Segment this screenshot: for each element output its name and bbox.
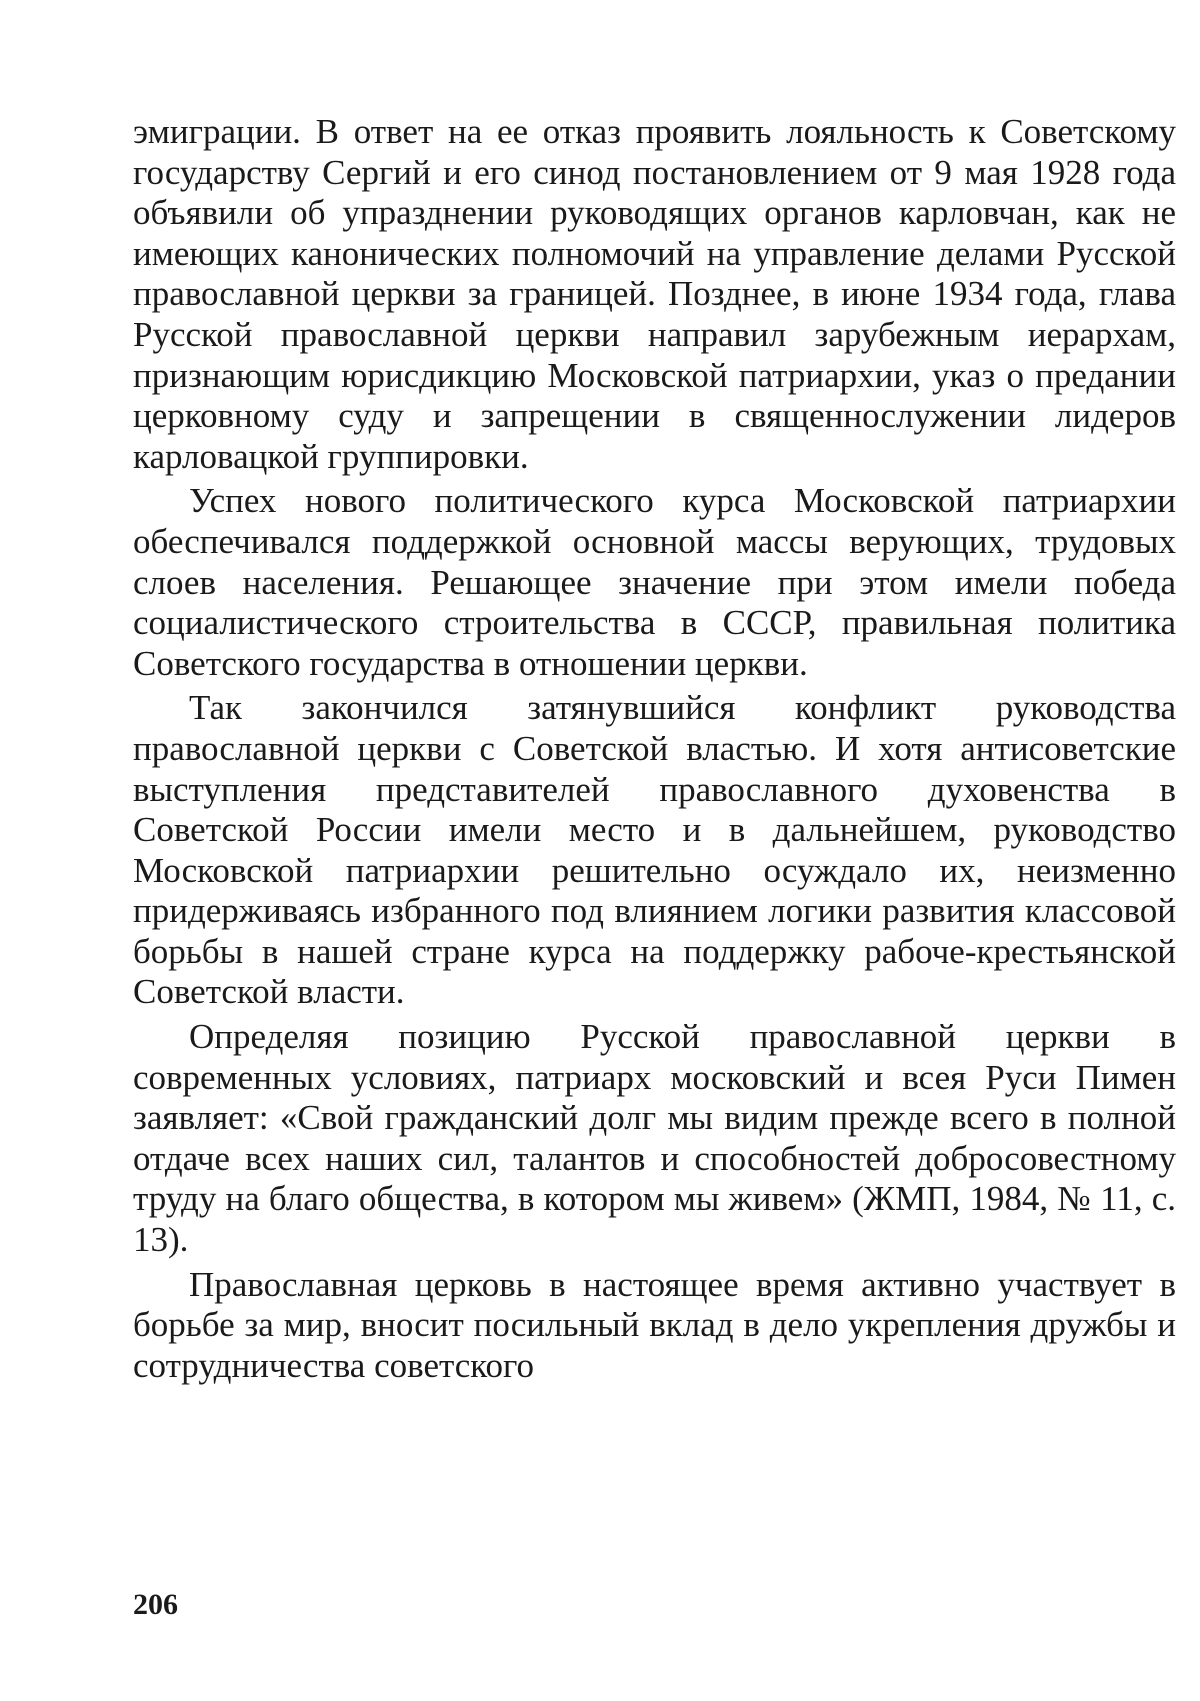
paragraph-success: Успех нового политического курса Московской патриархии обеспечивался поддержкой основной массы верующих, трудовых слоев населения. Решающее значение при этом имели победа социалистического строительства в СССР, правильная политика Советского государства в отношении церкви. <box>133 481 1176 683</box>
page-body <box>133 112 1176 1386</box>
paragraph-conflict: Так закончился затянувшийся конфликт руководства православной церкви с Советской властью. И хотя антисоветские выступления представителей православного духовенства в Советской России имели место и в дальнейшем, руководство Московской патриархии решительно осуждало их, неизменно придерживаясь избранного под влиянием логики развития классовой борьбы в нашей стране курса на поддержку рабоче-крестьянской Советской власти. <box>133 688 1176 1012</box>
paragraph-emigration: эмиграции. В ответ на ее отказ проявить лояльность к Советскому государству Сергий и его синод постановлением от 9 мая 1928 года объявили об упразднении руководящих органов карловчан, как не имеющих канонических полномочий на управление делами Русской православной церкви за границей. Позднее, в июне 1934 года, глава Русской православной церкви направил зарубежным иерархам, признающим юрисдикцию Московской патриархии, указ о предании церковному суду и запрещении в священнослужении лидеров карловацкой группировки. <box>133 112 1176 476</box>
paragraph-peace: Православная церковь в настоящее время активно участвует в борьбе за мир, вносит посильный вклад в дело укрепления дружбы и сотрудничества советского <box>133 1264 1176 1385</box>
paragraph-position: Определяя позицию Русской православной церкви в современных условиях, патриарх московский и всея Руси Пимен заявляет: «Свой гражданский долг мы видим прежде всего в полной отдаче всех наших сил, талантов и способностей добросовестному труду на благо общества, в котором мы живем» (ЖМП, 1984, № 11, с. 13). <box>133 1017 1176 1260</box>
page-number: 206 <box>133 1588 178 1621</box>
